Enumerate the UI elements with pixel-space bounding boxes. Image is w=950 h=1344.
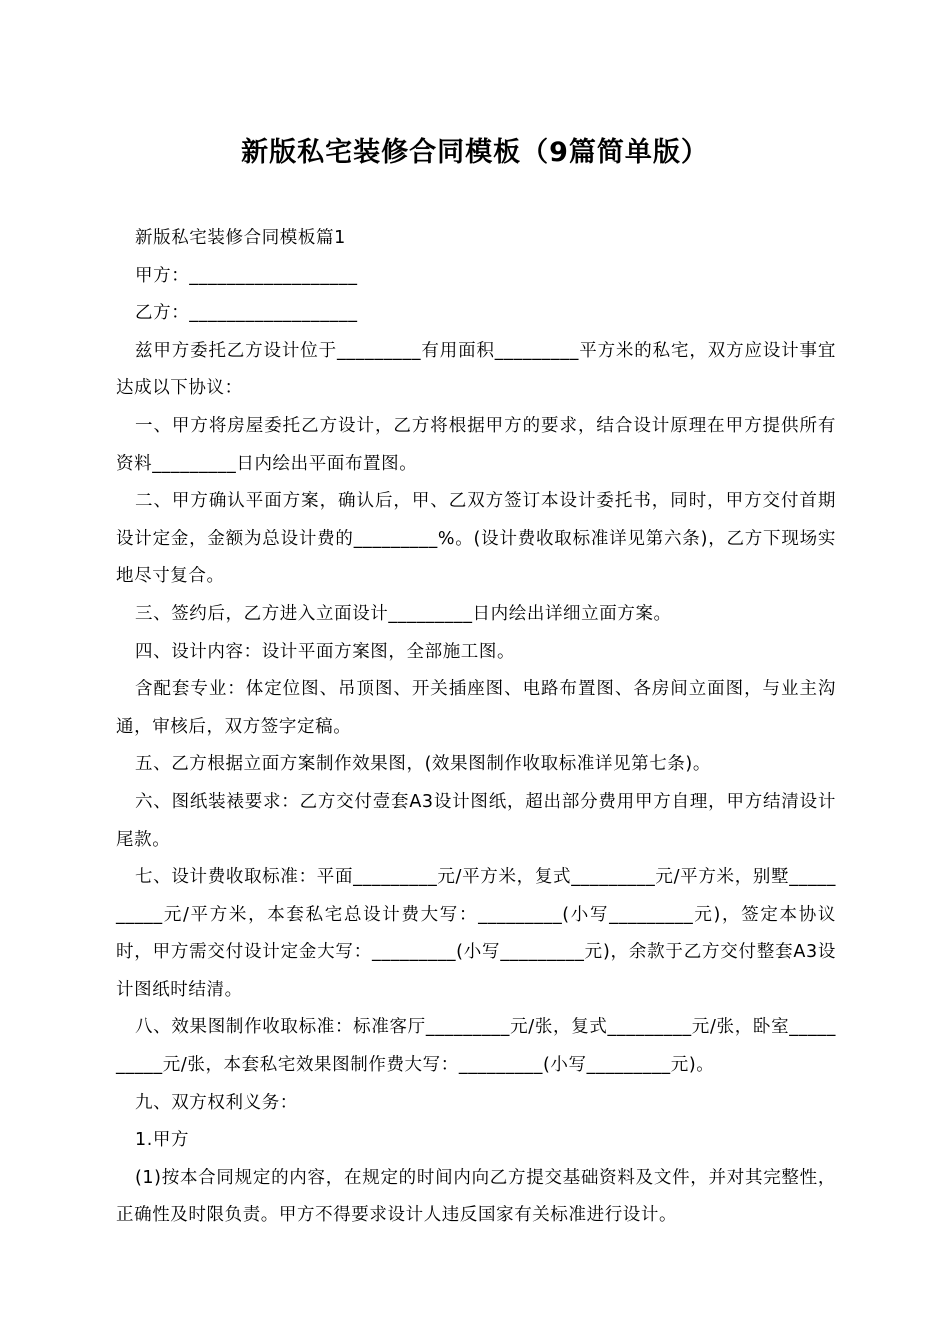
- paragraph-intro: 兹甲方委托乙方设计位于_________有用面积_________平方米的私宅，双方应设计事宜达成以下协议：: [116, 340, 836, 399]
- clause-9-party-a: 1.甲方: [135, 1130, 190, 1151]
- clause-9-item-1: (1)按本合同规定的内容，在规定的时间内向乙方提交基础资料及文件，并对其完整性，正确性及时限负责。甲方不得要求设计人违反国家有关标准进行设计。: [116, 1167, 836, 1226]
- document-title: 新版私宅装修合同模板（9篇简单版）: [241, 137, 709, 168]
- party-a-line: 甲方：__________________: [135, 265, 358, 286]
- document-body: [116, 220, 836, 1235]
- clause-7: 七、设计费收取标准：平面_________元/平方米，复式_________元/平方米，别墅__________元/平方米，本套私宅总设计费大写：_________(小写_________元)，签定本协议时，甲方需交付设计定金大写：_________(小写_________元)，余款于乙方交付整套A3设计图纸时结清。: [116, 867, 836, 1000]
- clause-2: 二、甲方确认平面方案，确认后，甲、乙双方签订本设计委托书，同时，甲方交付首期设计定金，金额为总设计费的_________%。(设计费收取标准详见第六条)，乙方下现场实地尽寸复合。: [116, 491, 836, 587]
- clause-3: 三、签约后，乙方进入立面设计_________日内绘出详细立面方案。: [135, 603, 672, 624]
- clause-9: 九、双方权利义务：: [135, 1092, 298, 1113]
- clause-6: 六、图纸装裱要求：乙方交付壹套A3设计图纸，超出部分费用甲方自理，甲方结清设计尾款。: [116, 791, 836, 850]
- clause-1: 一、甲方将房屋委托乙方设计，乙方将根据甲方的要求，结合设计原理在甲方提供所有资料_________日内绘出平面布置图。: [116, 415, 836, 474]
- clause-8: 八、效果图制作收取标准：标准客厅_________元/张，复式_________元/张，卧室__________元/张，本套私宅效果图制作费大写：_________(小写_________元)。: [116, 1017, 836, 1076]
- clause-5: 五、乙方根据立面方案制作效果图，(效果图制作收取标准详见第七条)。: [135, 754, 711, 775]
- clause-4: 四、设计内容：设计平面方案图，全部施工图。: [135, 641, 516, 662]
- party-b-line: 乙方：__________________: [135, 303, 358, 324]
- section-heading: 新版私宅装修合同模板篇1: [135, 228, 346, 248]
- clause-4-detail: 含配套专业：体定位图、吊顶图、开关插座图、电路布置图、各房间立面图，与业主沟通，审核后，双方签字定稿。: [116, 679, 836, 737]
